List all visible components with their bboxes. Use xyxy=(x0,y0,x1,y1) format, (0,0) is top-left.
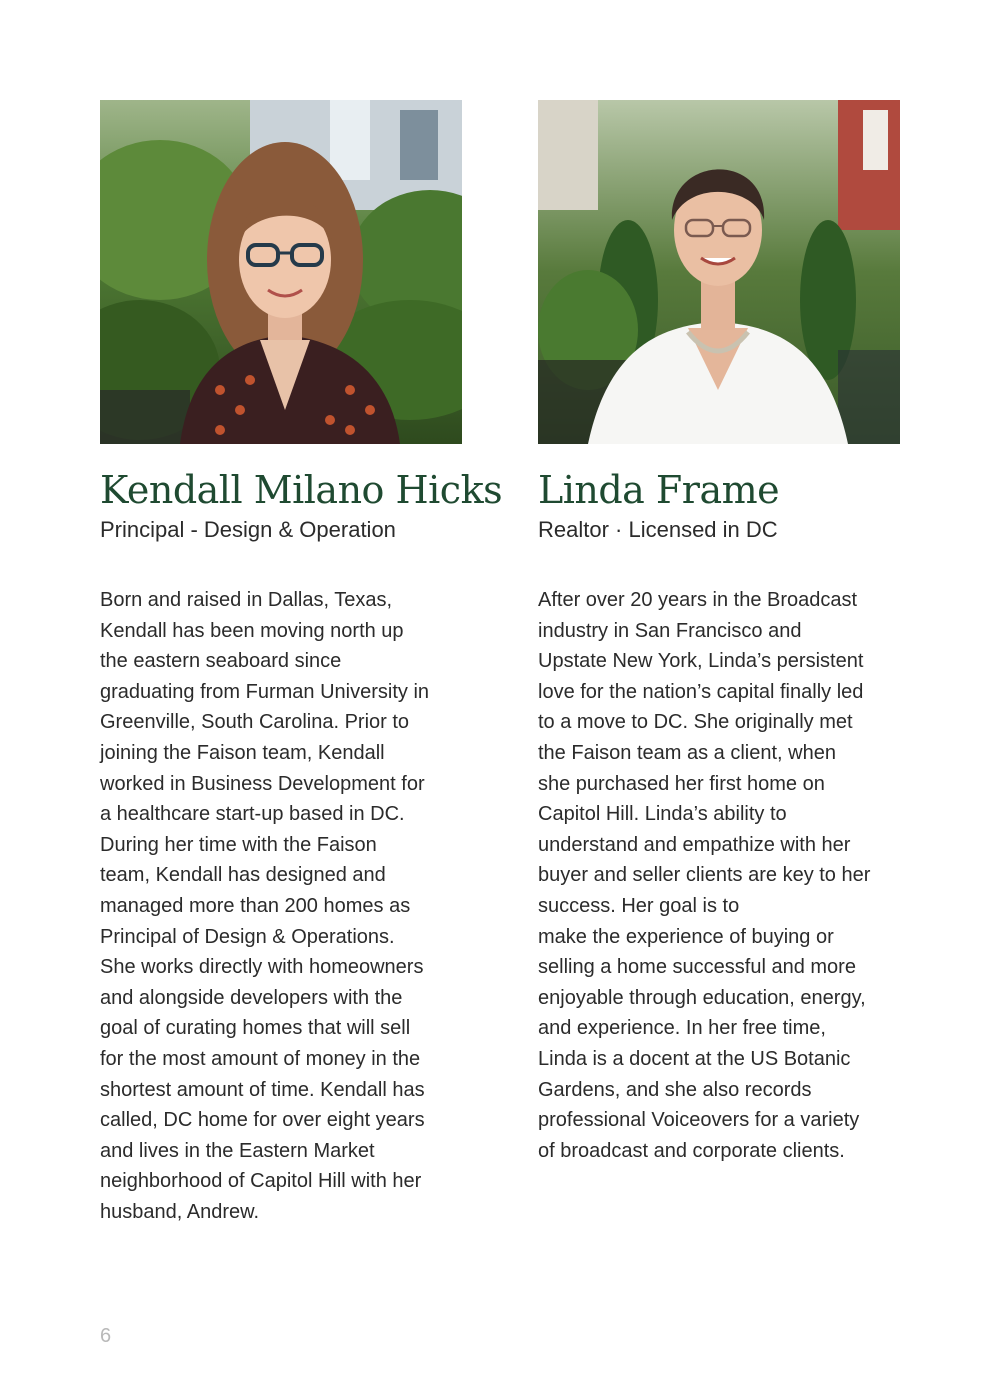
bio-line: love for the nation’s capital finally led xyxy=(538,680,864,703)
bio-line: During her time with the Faison xyxy=(100,833,377,856)
bio-line: graduating from Furman University in xyxy=(100,680,430,703)
bio-line: managed more than 200 homes as xyxy=(100,894,411,917)
profile-card-linda xyxy=(538,100,900,1166)
bio-line: enjoyable through education, energy, xyxy=(538,986,866,1009)
bio-line: success. Her goal is to xyxy=(538,894,740,917)
profile-bio xyxy=(538,585,900,1166)
bio-line: She works directly with homeowners xyxy=(100,956,424,979)
bio-line: joining the Faison team, Kendall xyxy=(100,741,385,764)
profile-name: Linda Frame xyxy=(538,468,780,512)
bio-line: understand and empathize with her xyxy=(538,833,851,856)
bio-line: Linda is a docent at the US Botanic xyxy=(538,1047,851,1070)
bio-line: make the experience of buying or xyxy=(538,925,834,948)
bio-line: Greenville, South Carolina. Prior to xyxy=(100,711,410,734)
bio-line: worked in Business Development for xyxy=(100,772,425,795)
page-number: 6 xyxy=(100,1325,112,1347)
profile-name: Kendall Milano Hicks xyxy=(100,468,503,512)
bio-line: for the most amount of money in the xyxy=(100,1047,421,1070)
bio-line: Born and raised in Dallas, Texas, xyxy=(100,589,393,611)
bio-line: selling a home successful and more xyxy=(538,956,856,979)
bio-line: to a move to DC. She originally met xyxy=(538,711,853,734)
portrait-photo-icon xyxy=(100,100,462,444)
bio-line: professional Voiceovers for a variety xyxy=(538,1109,860,1132)
portrait-photo-linda xyxy=(538,100,900,444)
bio-line: the eastern seaboard since xyxy=(100,650,342,673)
bio-line: After over 20 years in the Broadcast xyxy=(538,589,858,611)
bio-line: team, Kendall has designed and xyxy=(100,864,386,887)
bio-line: industry in San Francisco and xyxy=(538,619,802,642)
bio-line: and experience. In her free time, xyxy=(538,1017,826,1040)
profile-bio xyxy=(100,585,462,1227)
bio-line: she purchased her first home on xyxy=(538,772,825,795)
bio-line: the Faison team as a client, when xyxy=(538,741,836,764)
bio-line: neighborhood of Capitol Hill with her xyxy=(100,1170,422,1193)
bio-line: Gardens, and she also records xyxy=(538,1078,812,1101)
bio-line: Capitol Hill. Linda’s ability to xyxy=(538,803,787,826)
bio-line: of broadcast and corporate clients. xyxy=(538,1139,845,1162)
bio-line: Principal of Design & Operations. xyxy=(100,925,395,948)
bio-line: goal of curating homes that will sell xyxy=(100,1017,411,1040)
bio-line: a healthcare start-up based in DC. xyxy=(100,803,405,826)
bio-line: husband, Andrew. xyxy=(100,1200,260,1223)
profile-card-kendall xyxy=(100,100,503,1227)
profile-role: Realtor · Licensed in DC xyxy=(538,517,778,542)
bio-line: and alongside developers with the xyxy=(100,986,403,1009)
portrait-photo-kendall xyxy=(100,100,462,444)
bio-line: Kendall has been moving north up xyxy=(100,619,404,642)
bio-line: and lives in the Eastern Market xyxy=(100,1139,375,1162)
bio-line: called, DC home for over eight years xyxy=(100,1109,425,1132)
bio-line: Upstate New York, Linda’s persistent xyxy=(538,650,864,673)
portrait-photo-icon xyxy=(538,100,900,444)
bio-line: buyer and seller clients are key to her xyxy=(538,864,871,887)
bio-line: shortest amount of time. Kendall has xyxy=(100,1078,425,1101)
profile-role: Principal - Design & Operation xyxy=(100,517,396,542)
